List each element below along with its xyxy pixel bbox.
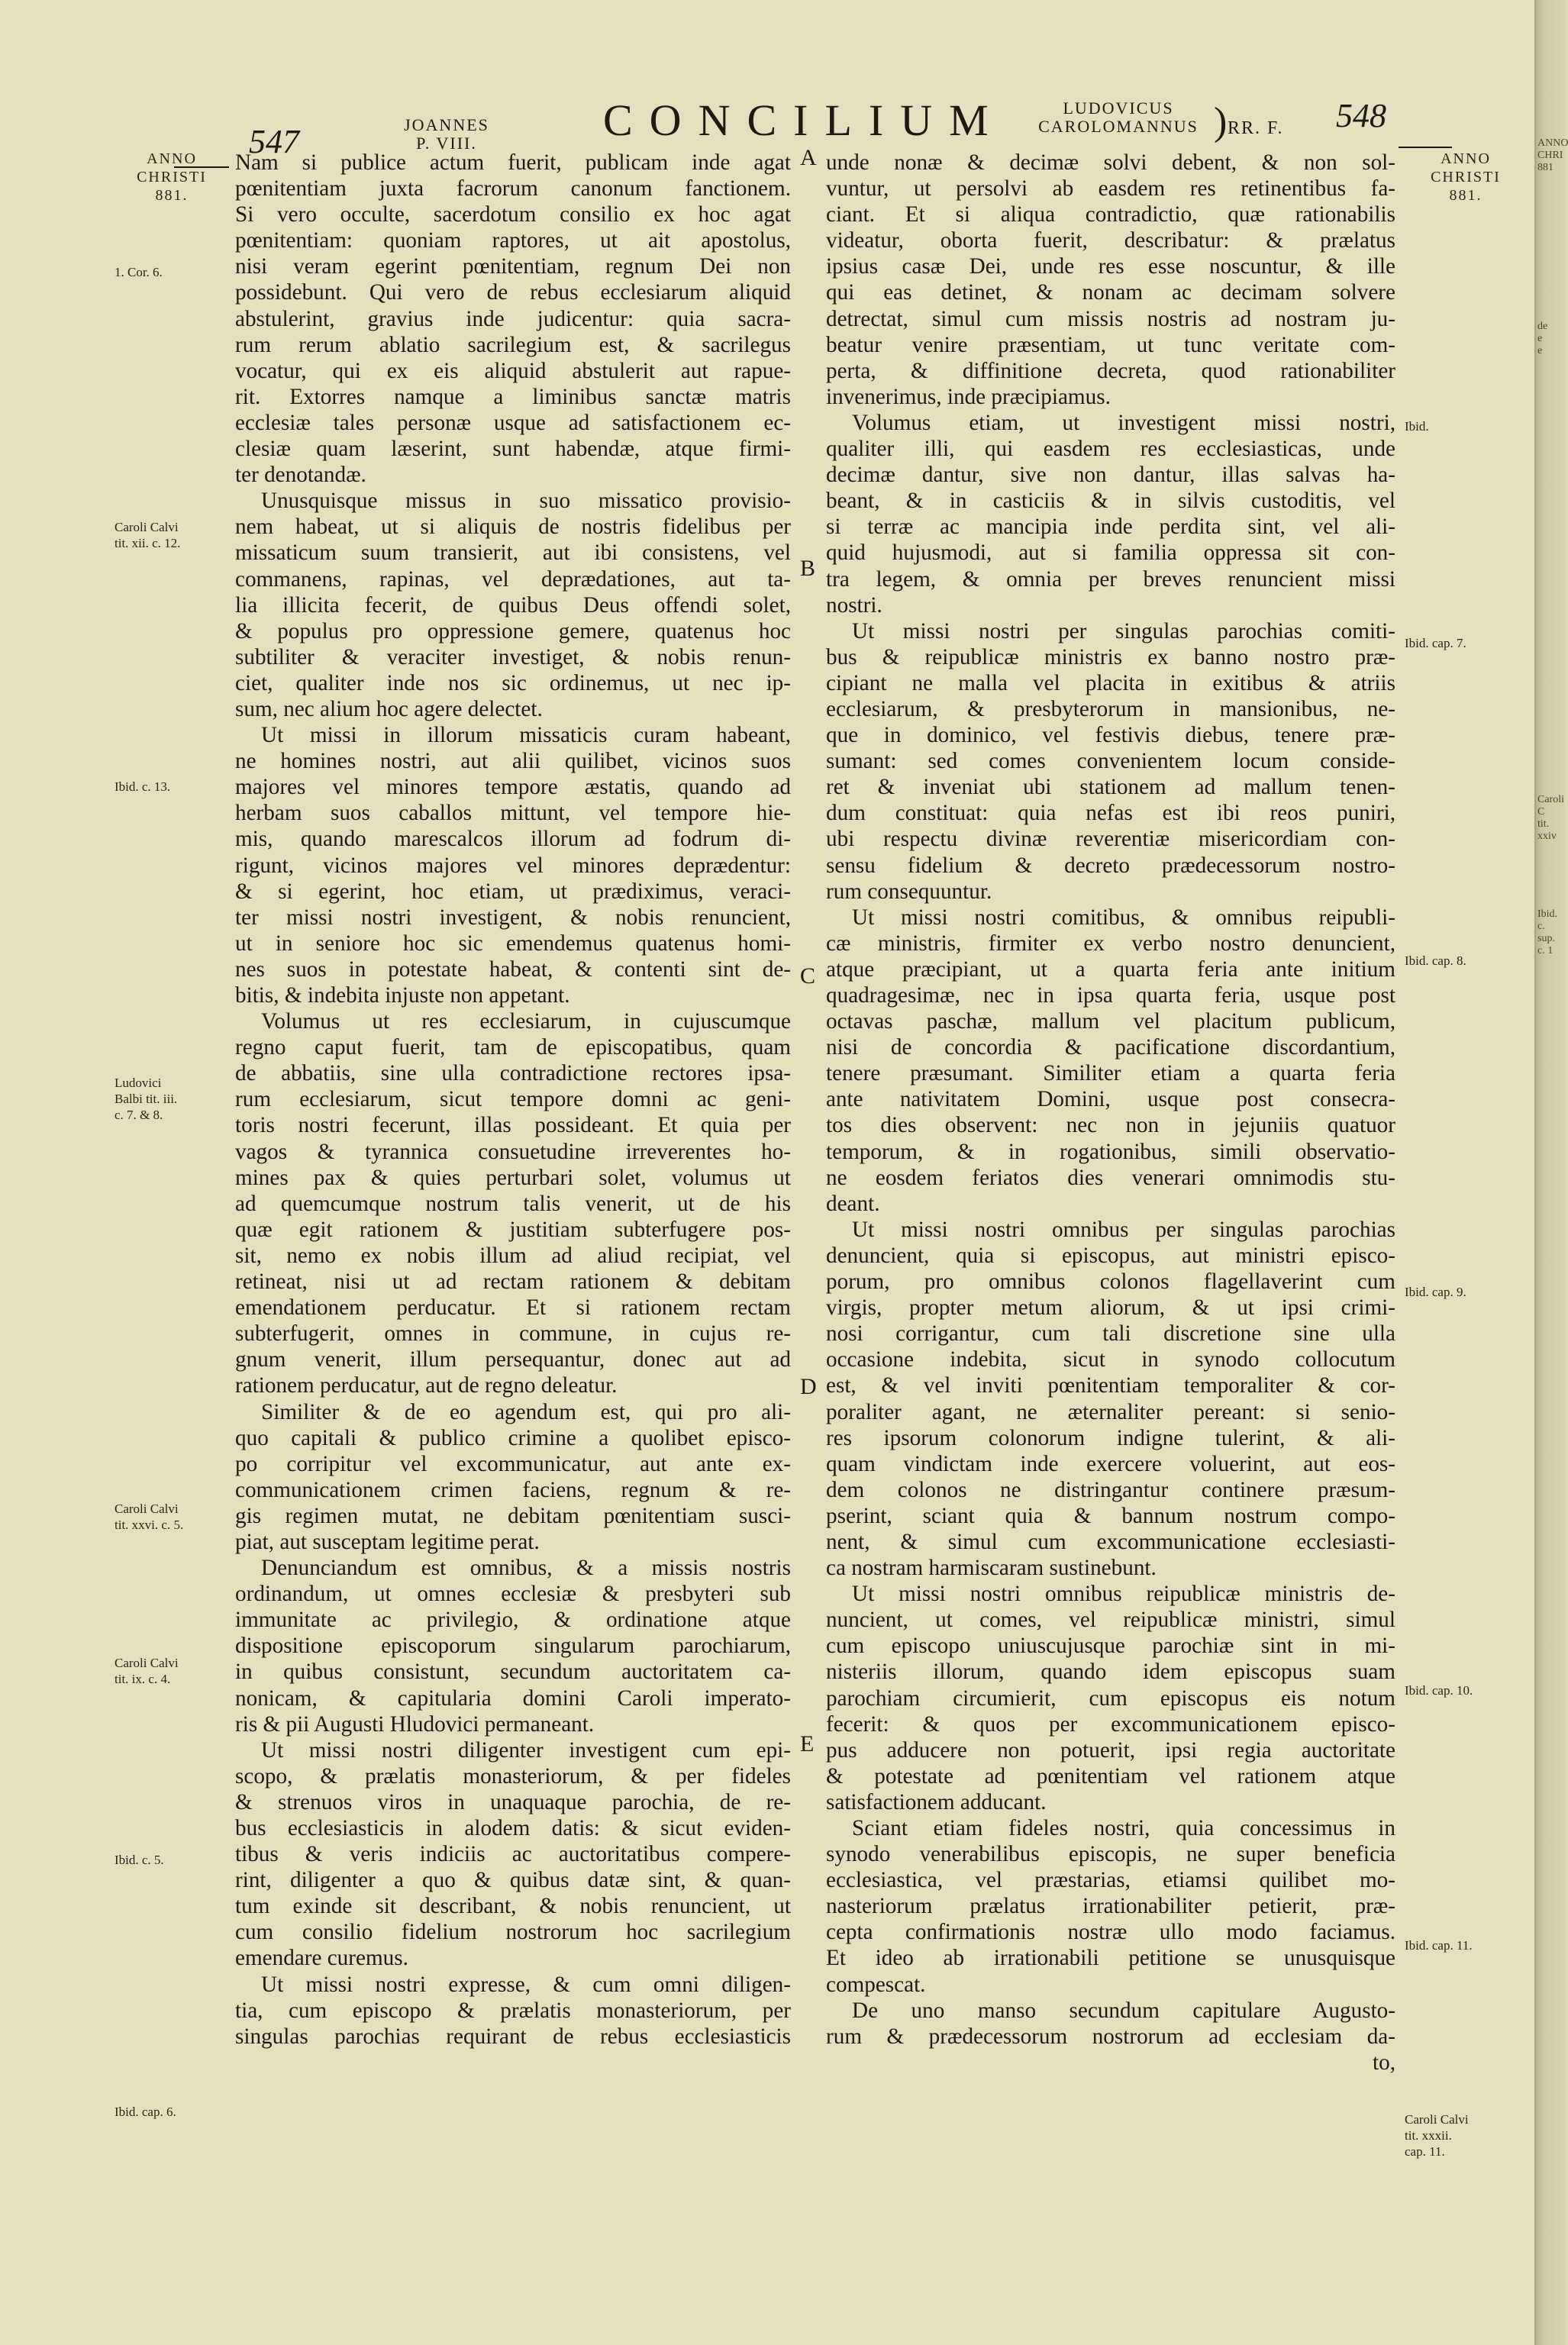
anno-christi-label: [115, 150, 229, 205]
text-line: de abbatiis, sine ulla contradictione rectores ipsa-: [235, 1061, 791, 1086]
fragment-line: e: [1537, 333, 1543, 344]
text-line: Ut missi nostri per singulas parochias comiti-: [852, 618, 1395, 644]
text-line: vuntur, ut persolvi ab easdem res retinentibus fa-: [826, 176, 1395, 202]
margin-note-line: CHRISTI: [137, 169, 207, 185]
text-line: bus ecclesiasticis in alodem datis: & sicut eviden-: [235, 1816, 791, 1840]
text-line: cepta confirmationis nostræ ullo modo faciamus.: [826, 1920, 1395, 1945]
text-line: singulas parochias requirant de rebus ecclesiasticis: [235, 2024, 791, 2049]
text-line: gnum venerit, illum persequantur, donec aut ad: [235, 1347, 791, 1372]
text-line: po corripitur vel excommunicatur, aut ante ex-: [235, 1451, 791, 1476]
running-head-left: [382, 116, 511, 153]
margin-note-line: tit. xxvi. c. 5.: [115, 1518, 184, 1532]
text-line: tra legem, & omnia per breves renuncient missi: [826, 566, 1395, 592]
section-letter: C: [800, 963, 816, 989]
text-line: subterfugerit, omnes in commune, in cujus re-: [235, 1321, 791, 1347]
text-line: & potestate ad pœnitentiam vel rationem atque: [826, 1763, 1395, 1789]
text-line: to,: [1373, 2050, 1395, 2075]
margin-reference: [115, 1075, 229, 1123]
margin-note-line: Ibid. c. 13.: [115, 779, 171, 794]
adjacent-page-fragment: [1537, 321, 1547, 357]
text-line: nisi de concordia & pacificatione discordantium,: [826, 1035, 1395, 1060]
fragment-line: CHRI: [1537, 150, 1563, 161]
adjacent-page-fragment: [1537, 794, 1564, 843]
text-line: Denunciandum est omnibus, & a missis nostris: [261, 1556, 791, 1581]
margin-reference: [1405, 635, 1527, 651]
margin-note-line: Caroli Calvi: [115, 520, 179, 534]
text-line: poraliter agant, ne æternaliter pereant: si senio-: [826, 1399, 1395, 1424]
text-line: deant.: [826, 1191, 880, 1216]
text-line: Ut missi in illorum missaticis curam habeant,: [261, 723, 791, 748]
margin-note-line: Ludovici: [115, 1076, 162, 1090]
fragment-line: 881: [1537, 162, 1553, 173]
text-line: Ut missi nostri comitibus, & omnibus reipubli-: [852, 905, 1395, 930]
text-line: Ut missi nostri omnibus reipublicæ ministris de-: [852, 1582, 1395, 1607]
text-line: mis, quando marescalcos illorum ad fodrum di-: [235, 827, 791, 852]
text-line: & strenuos viros in unaquaque parochia, de re-: [235, 1789, 791, 1814]
margin-reference: [1405, 2111, 1527, 2160]
running-head-left-line-2: P. VIII.: [416, 134, 477, 153]
text-line: missaticum suum transierit, aut ibi consistens, vel: [235, 540, 791, 566]
text-line: virgis, propter metum aliorum, & ut ipsi crimi-: [826, 1295, 1395, 1321]
margin-note-line: Ibid. cap. 11.: [1405, 1938, 1473, 1953]
text-line: nostri.: [826, 592, 882, 618]
text-line: quadragesimæ, nec in ipsa quarta feria, usque post: [826, 983, 1395, 1008]
text-line: ut in seniore hoc sic emendemus quatenus homi-: [235, 931, 791, 956]
fragment-line: e: [1537, 345, 1543, 356]
text-line: dum constituat: quia nefas est ibi reos puniri,: [826, 801, 1395, 826]
text-line: que in dominico, vel festivis diebus, tenere præ-: [826, 723, 1395, 748]
margin-note-line: c. 7. & 8.: [115, 1108, 163, 1122]
text-line: tum exinde sit describant, & nobis renuncient, ut: [235, 1894, 791, 1919]
margin-reference: [115, 1852, 229, 1868]
text-line: ne eosdem feriatos dies venerari omnimodis stu-: [826, 1165, 1395, 1190]
text-line: ubi respectu divinæ reverentiæ misericordiam con-: [826, 827, 1395, 852]
fragment-line: Ibid. c.: [1537, 908, 1558, 932]
margin-reference: [1405, 1284, 1527, 1300]
text-line: Volumus etiam, ut investigent missi nostri,: [852, 410, 1395, 435]
margin-reference: [115, 1501, 229, 1533]
margin-note-line: tit. xxxii.: [1405, 2128, 1452, 2143]
text-line: nem habeat, ut si aliquis de nostris fidelibus per: [235, 514, 791, 540]
section-letter: E: [800, 1731, 815, 1756]
text-line: ter denotandæ.: [235, 463, 366, 488]
text-line: octavas paschæ, mallum vel placitum publicum,: [826, 1009, 1395, 1034]
margin-note-line: Ibid. cap. 10.: [1405, 1683, 1473, 1698]
text-line: ecclesiæ tales personæ usque ad satisfactionem ec-: [235, 410, 791, 435]
running-head-right-line-2: CAROLOMANNUS: [1038, 117, 1199, 136]
page-number-left: 547: [249, 123, 299, 160]
text-line: nes suos in potestate habeat, & contenti sint de-: [235, 956, 791, 982]
margin-note-line: Ibid. cap. 7.: [1405, 636, 1466, 650]
running-head-right: [1023, 99, 1214, 136]
fragment-line: de: [1537, 321, 1548, 332]
text-line: cipiant ne malla vel placita in exitibus & atriis: [826, 670, 1395, 695]
text-line: dispositione episcoporum singularum parochiarum,: [235, 1634, 791, 1659]
text-line: pus adducere non potuerit, ipsi regia auctoritate: [826, 1737, 1395, 1763]
text-line: cum consilio fidelium nostrorum hoc sacrilegium: [235, 1920, 791, 1945]
text-line: nonicam, & capitularia domini Caroli imperato-: [235, 1685, 791, 1711]
text-line: Si vero occulte, sacerdotum consilio ex hoc agat: [235, 202, 791, 227]
text-line: qui eas detinet, & nonam ac decimam solvere: [826, 280, 1395, 305]
section-letter: A: [800, 145, 817, 170]
section-letter: B: [800, 556, 816, 581]
margin-reference: [1405, 1682, 1527, 1698]
text-line: De uno manso secundum capitulare Augusto-: [852, 1998, 1395, 2023]
text-line: ne homines nostri, aut alii quilibet, vicinos suos: [235, 749, 791, 774]
text-line: sumant: sed comes convenientem locum conside-: [826, 749, 1395, 774]
margin-note-line: tit. ix. c. 4.: [115, 1672, 171, 1686]
text-line: toris nostri fecerunt, illas possideant. Et quia per: [235, 1113, 791, 1138]
text-line: piat, aut susceptam legitime perat.: [235, 1529, 540, 1554]
text-line: parochiam circumierit, cum episcopus eis notum: [826, 1685, 1395, 1711]
text-line: ciet, qualiter inde nos sic ordinemus, ut nec ip-: [235, 670, 791, 695]
text-line: beant, & in casticiis & in silvis custoditis, vel: [826, 489, 1395, 514]
fragment-line: tit. xxiv: [1537, 818, 1557, 842]
text-line: subtiliter & veraciter investiget, & nobis renun-: [235, 644, 791, 669]
text-line: ter missi nostri investigent, & nobis renuncient,: [235, 905, 791, 930]
text-line: quid hujusmodi, aut si familia oppressa sit con-: [826, 540, 1395, 566]
text-line: quo capitali & publico crimine a quolibet episco-: [235, 1425, 791, 1450]
margin-reference: [115, 779, 229, 795]
text-line: rum & prædecessorum nostrorum ad ecclesiam da-: [826, 2024, 1395, 2049]
margin-note-line: Ibid. cap. 8.: [1405, 953, 1466, 968]
running-head-right-line-1: LUDOVICUS: [1063, 98, 1174, 118]
text-line: Similiter & de eo agendum est, qui pro ali-: [261, 1399, 791, 1424]
text-line: ris & pii Augusti Hludovici permaneant.: [235, 1711, 595, 1737]
text-line: vagos & tyrannica consuetudine irreverentes ho-: [235, 1139, 791, 1164]
text-line: ordinandum, ut omnes ecclesiæ & presbyteri sub: [235, 1582, 791, 1607]
text-line: res ipsorum colonorum indigne tulerint, & ali-: [826, 1425, 1395, 1450]
margin-note-line: Caroli Calvi: [115, 1656, 179, 1670]
margin-note-line: Balbi tit. iii.: [115, 1092, 178, 1106]
text-line: ciant. Et si aliqua contradictio, quæ rationabilis: [826, 202, 1395, 227]
text-line: perta, & diffinitione decreta, quod rationabiliter: [826, 358, 1395, 383]
text-line: quam vindictam inde exercere voluerint, aut eos-: [826, 1451, 1395, 1476]
text-line: qualiter illi, qui easdem res ecclesiasticas, unde: [826, 437, 1395, 462]
margin-note-line: ANNO: [147, 150, 197, 167]
margin-note-line: Ibid. cap. 9.: [1405, 1285, 1466, 1299]
running-head-rr: RR. F.: [1228, 118, 1284, 138]
margin-note-line: 881.: [1449, 187, 1483, 204]
text-line: possidebunt. Qui vero de rebus ecclesiarum aliquid: [235, 280, 791, 305]
text-line: quæ egit rationem & justitiam subterfugere pos-: [235, 1217, 791, 1242]
margin-reference: [115, 1655, 229, 1687]
text-line: ecclesiastica, vel præstarias, etiamsi quilibet mo-: [826, 1868, 1395, 1893]
text-line: abstulerint, gravius inde judicentur: quia sacra-: [235, 306, 791, 331]
text-line: Sciant etiam fideles nostri, quia concessimus in: [852, 1816, 1395, 1840]
margin-reference: [115, 2104, 229, 2120]
text-line: compescat.: [826, 1972, 926, 1997]
margin-note-line: tit. xii. c. 12.: [115, 536, 181, 550]
text-line: unde nonæ & decimæ solvi debent, & non sol-: [826, 150, 1395, 175]
margin-note-line: Caroli Calvi: [115, 1502, 179, 1516]
text-line: ipsius casæ Dei, unde res esse noscuntur, & ille: [826, 254, 1395, 279]
text-line: retineat, nisi ut ad rectam rationem & debitam: [235, 1269, 791, 1295]
right-anno-rule: [1399, 147, 1452, 148]
text-line: nosi corrigantur, cum tali discretione sine ulla: [826, 1321, 1395, 1347]
margin-note-line: Caroli Calvi: [1405, 2112, 1469, 2127]
text-line: rigunt, vicinos majores vel minores deprædentur:: [235, 853, 791, 878]
text-line: rationem perducatur, aut de regno deleatur.: [235, 1373, 618, 1398]
text-line: synodo venerabilibus episcopis, ne super beneficia: [826, 1842, 1395, 1867]
text-line: nisteriis illorum, quando idem episcopus suam: [826, 1660, 1395, 1685]
text-line: tenere præsumant. Similiter etiam a quarta feria: [826, 1061, 1395, 1086]
text-line: ecclesiarum, & presbyterorum in mansionibus, ne-: [826, 696, 1395, 721]
text-line: dem colonos ne distringantur continere præsum-: [826, 1477, 1395, 1502]
fragment-line: ANNO: [1537, 137, 1568, 149]
text-line: fecerit: & quos per excommunicationem episco-: [826, 1711, 1395, 1737]
left-text-column: [235, 150, 791, 2050]
running-head-left-line-1: JOANNES: [404, 115, 489, 134]
text-line: rint, diligenter a quo & quibus datæ sint, & quan-: [235, 1868, 791, 1893]
text-line: detrectat, simul cum missis nostris ad nostram ju-: [826, 306, 1395, 331]
margin-reference: [115, 264, 229, 280]
text-line: pœnitentiam juxta facrorum canonum fanctionem.: [235, 176, 791, 202]
text-line: lia illicita fecerit, de quibus Deus offendi solet,: [235, 592, 791, 618]
text-line: sum, nec alium hoc agere delectet.: [235, 696, 543, 721]
text-line: nisi veram egerint pœnitentiam, regnum Dei non: [235, 254, 791, 279]
text-line: ante nativitatem Domini, usque post consecra-: [826, 1087, 1395, 1112]
text-line: cæ ministris, firmiter ex verbo nostro denuncient,: [826, 931, 1395, 956]
text-line: emendationem perducatur. Et si rationem rectam: [235, 1295, 791, 1321]
right-text-column: [826, 150, 1395, 2076]
page-title: CONCILIUM: [603, 95, 1005, 145]
text-line: Unusquisque missus in suo missatico provisio-: [261, 489, 791, 514]
text-line: tibus & veris indiciis ac auctoritatibus compere-: [235, 1842, 791, 1867]
text-line: decimæ dantur, sive non dantur, illas salvas ha-: [826, 463, 1395, 488]
text-line: rum ecclesiarum, sicut tempore domni ac geni-: [235, 1087, 791, 1112]
text-line: bitis, & indebita injuste non appetant.: [235, 983, 570, 1008]
text-line: vocatur, qui ex eis aliquid abstulerit aut rapue-: [235, 358, 791, 383]
text-line: beatur venire præsentiam, ut tunc veritate com-: [826, 332, 1395, 357]
text-line: Et ideo ab irrationabili petitione se unusquisque: [826, 1946, 1395, 1971]
text-line: pœnitentiam: quoniam raptores, ut ait apostolus,: [235, 228, 791, 253]
text-line: rit. Extorres namque a liminibus sanctæ matris: [235, 384, 791, 409]
text-line: & si egerint, hoc etiam, ut prædiximus, veraci-: [235, 879, 791, 904]
text-line: porum, pro omnibus colonos flagellaverint cum: [826, 1269, 1395, 1295]
text-line: in quibus consistunt, secundum auctoritatem ca-: [235, 1660, 791, 1685]
text-line: est, & vel inviti pœnitentiam temporaliter & cor-: [826, 1373, 1395, 1398]
text-line: rum consequuntur.: [826, 879, 992, 904]
margin-note-line: cap. 11.: [1405, 2144, 1445, 2159]
text-line: satisfactionem adducant.: [826, 1789, 1047, 1814]
text-line: tos dies observent: nec non in jejuniis quatuor: [826, 1113, 1395, 1138]
text-line: clesiæ quam læserint, sunt habendæ, atque firmi-: [235, 437, 791, 462]
text-line: regno caput fuerit, tam de episcopatibus, quam: [235, 1035, 791, 1060]
adjacent-page-fragment: [1537, 908, 1563, 957]
page-number-right: 548: [1336, 97, 1386, 134]
margin-note-line: CHRISTI: [1431, 169, 1501, 185]
text-line: atque præcipiant, ut a quarta feria ante initium: [826, 956, 1395, 982]
margin-note-line: ANNO: [1441, 150, 1491, 167]
margin-reference: [1405, 953, 1527, 969]
text-line: cum episcopo uniuscujusque parochiæ sint in mi-: [826, 1634, 1395, 1659]
text-line: videatur, oborta fuerit, describatur: & prælatus: [826, 228, 1395, 253]
text-line: si terræ ac mancipia inde perdita sint, vel ali-: [826, 514, 1395, 540]
text-line: herbam suos caballos mittunt, vel tempore hie-: [235, 801, 791, 826]
margin-reference: [115, 519, 229, 551]
anno-christi-label: [1405, 150, 1527, 205]
text-line: ret & inveniat ubi stationem ad mallum tenen-: [826, 775, 1395, 800]
text-line: nuncient, ut comes, vel reipublicæ ministri, simul: [826, 1608, 1395, 1633]
text-line: Ut missi nostri expresse, & cum omni diligen-: [261, 1972, 791, 1997]
text-line: nasteriorum prælatus irrationabiliter petierit, præ-: [826, 1894, 1395, 1919]
text-line: Volumus ut res ecclesiarum, in cujuscumque: [261, 1009, 791, 1034]
text-line: & populus pro oppressione gemere, quatenus hoc: [235, 618, 791, 644]
text-line: denuncient, quia si episcopus, aut ministri episco-: [826, 1243, 1395, 1268]
margin-note-line: 1. Cor. 6.: [115, 265, 163, 279]
text-line: scopo, & prælatis monasteriorum, & per fideles: [235, 1763, 791, 1789]
section-letter: D: [800, 1374, 817, 1399]
text-line: gis regimen mutat, ne debitam pœnitentiam susci-: [235, 1503, 791, 1528]
adjacent-page-fragment: [1537, 137, 1568, 174]
margin-note-line: Ibid. cap. 6.: [115, 2105, 176, 2119]
brace-glyph: ): [1214, 100, 1228, 144]
margin-reference: [1405, 1937, 1527, 1953]
text-line: rum rerum ablatio sacrilegium est, & sacrilegus: [235, 332, 791, 357]
text-line: Nam si publice actum fuerit, publicam inde agat: [235, 150, 791, 175]
text-line: emendare curemus.: [235, 1946, 408, 1971]
text-line: Ut missi nostri diligenter investigent cum epi-: [261, 1737, 791, 1763]
text-line: mines pax & quies perturbari solet, volumus ut: [235, 1165, 791, 1190]
text-line: majores vel minores tempore æstatis, quando ad: [235, 775, 791, 800]
text-line: ad quemcumque nostrum talis venerit, ut de his: [235, 1191, 791, 1216]
text-line: Ut missi nostri omnibus per singulas parochias: [852, 1217, 1395, 1242]
text-line: commanens, rapinas, vel deprædationes, aut ta-: [235, 566, 791, 592]
text-line: sensu fidelium & decreto prædecessorum nostro-: [826, 853, 1395, 878]
margin-reference: [1405, 418, 1527, 434]
text-line: bus & reipublicæ ministris ex banno nostro præ-: [826, 644, 1395, 669]
text-line: occasione indebita, sicut in synodo collocutum: [826, 1347, 1395, 1372]
text-line: nent, & simul cum excommunicatione ecclesiasti-: [826, 1529, 1395, 1554]
margin-note-line: Ibid.: [1405, 419, 1429, 434]
text-line: temporum, & in rogationibus, simili observatio-: [826, 1139, 1395, 1164]
text-line: communicationem crimen faciens, regnum & re-: [235, 1477, 791, 1502]
text-line: pserint, sciant quia & bannum nostrum compo-: [826, 1503, 1395, 1528]
margin-note-line: Ibid. c. 5.: [115, 1853, 164, 1867]
text-line: invenerimus, inde præcipiamus.: [826, 384, 1111, 409]
margin-note-line: 881.: [155, 187, 189, 204]
text-line: ca nostram harmiscaram sustinebunt.: [826, 1556, 1157, 1581]
fragment-line: Caroli C: [1537, 794, 1564, 818]
text-line: sit, nemo ex nobis illum ad aliud recipiat, vel: [235, 1243, 791, 1268]
text-line: immunitate ac privilegio, & ordinatione atque: [235, 1608, 791, 1633]
fragment-line: sup. c. 1: [1537, 933, 1555, 956]
text-line: tia, cum episcopo & prælatis monasteriorum, per: [235, 1998, 791, 2023]
